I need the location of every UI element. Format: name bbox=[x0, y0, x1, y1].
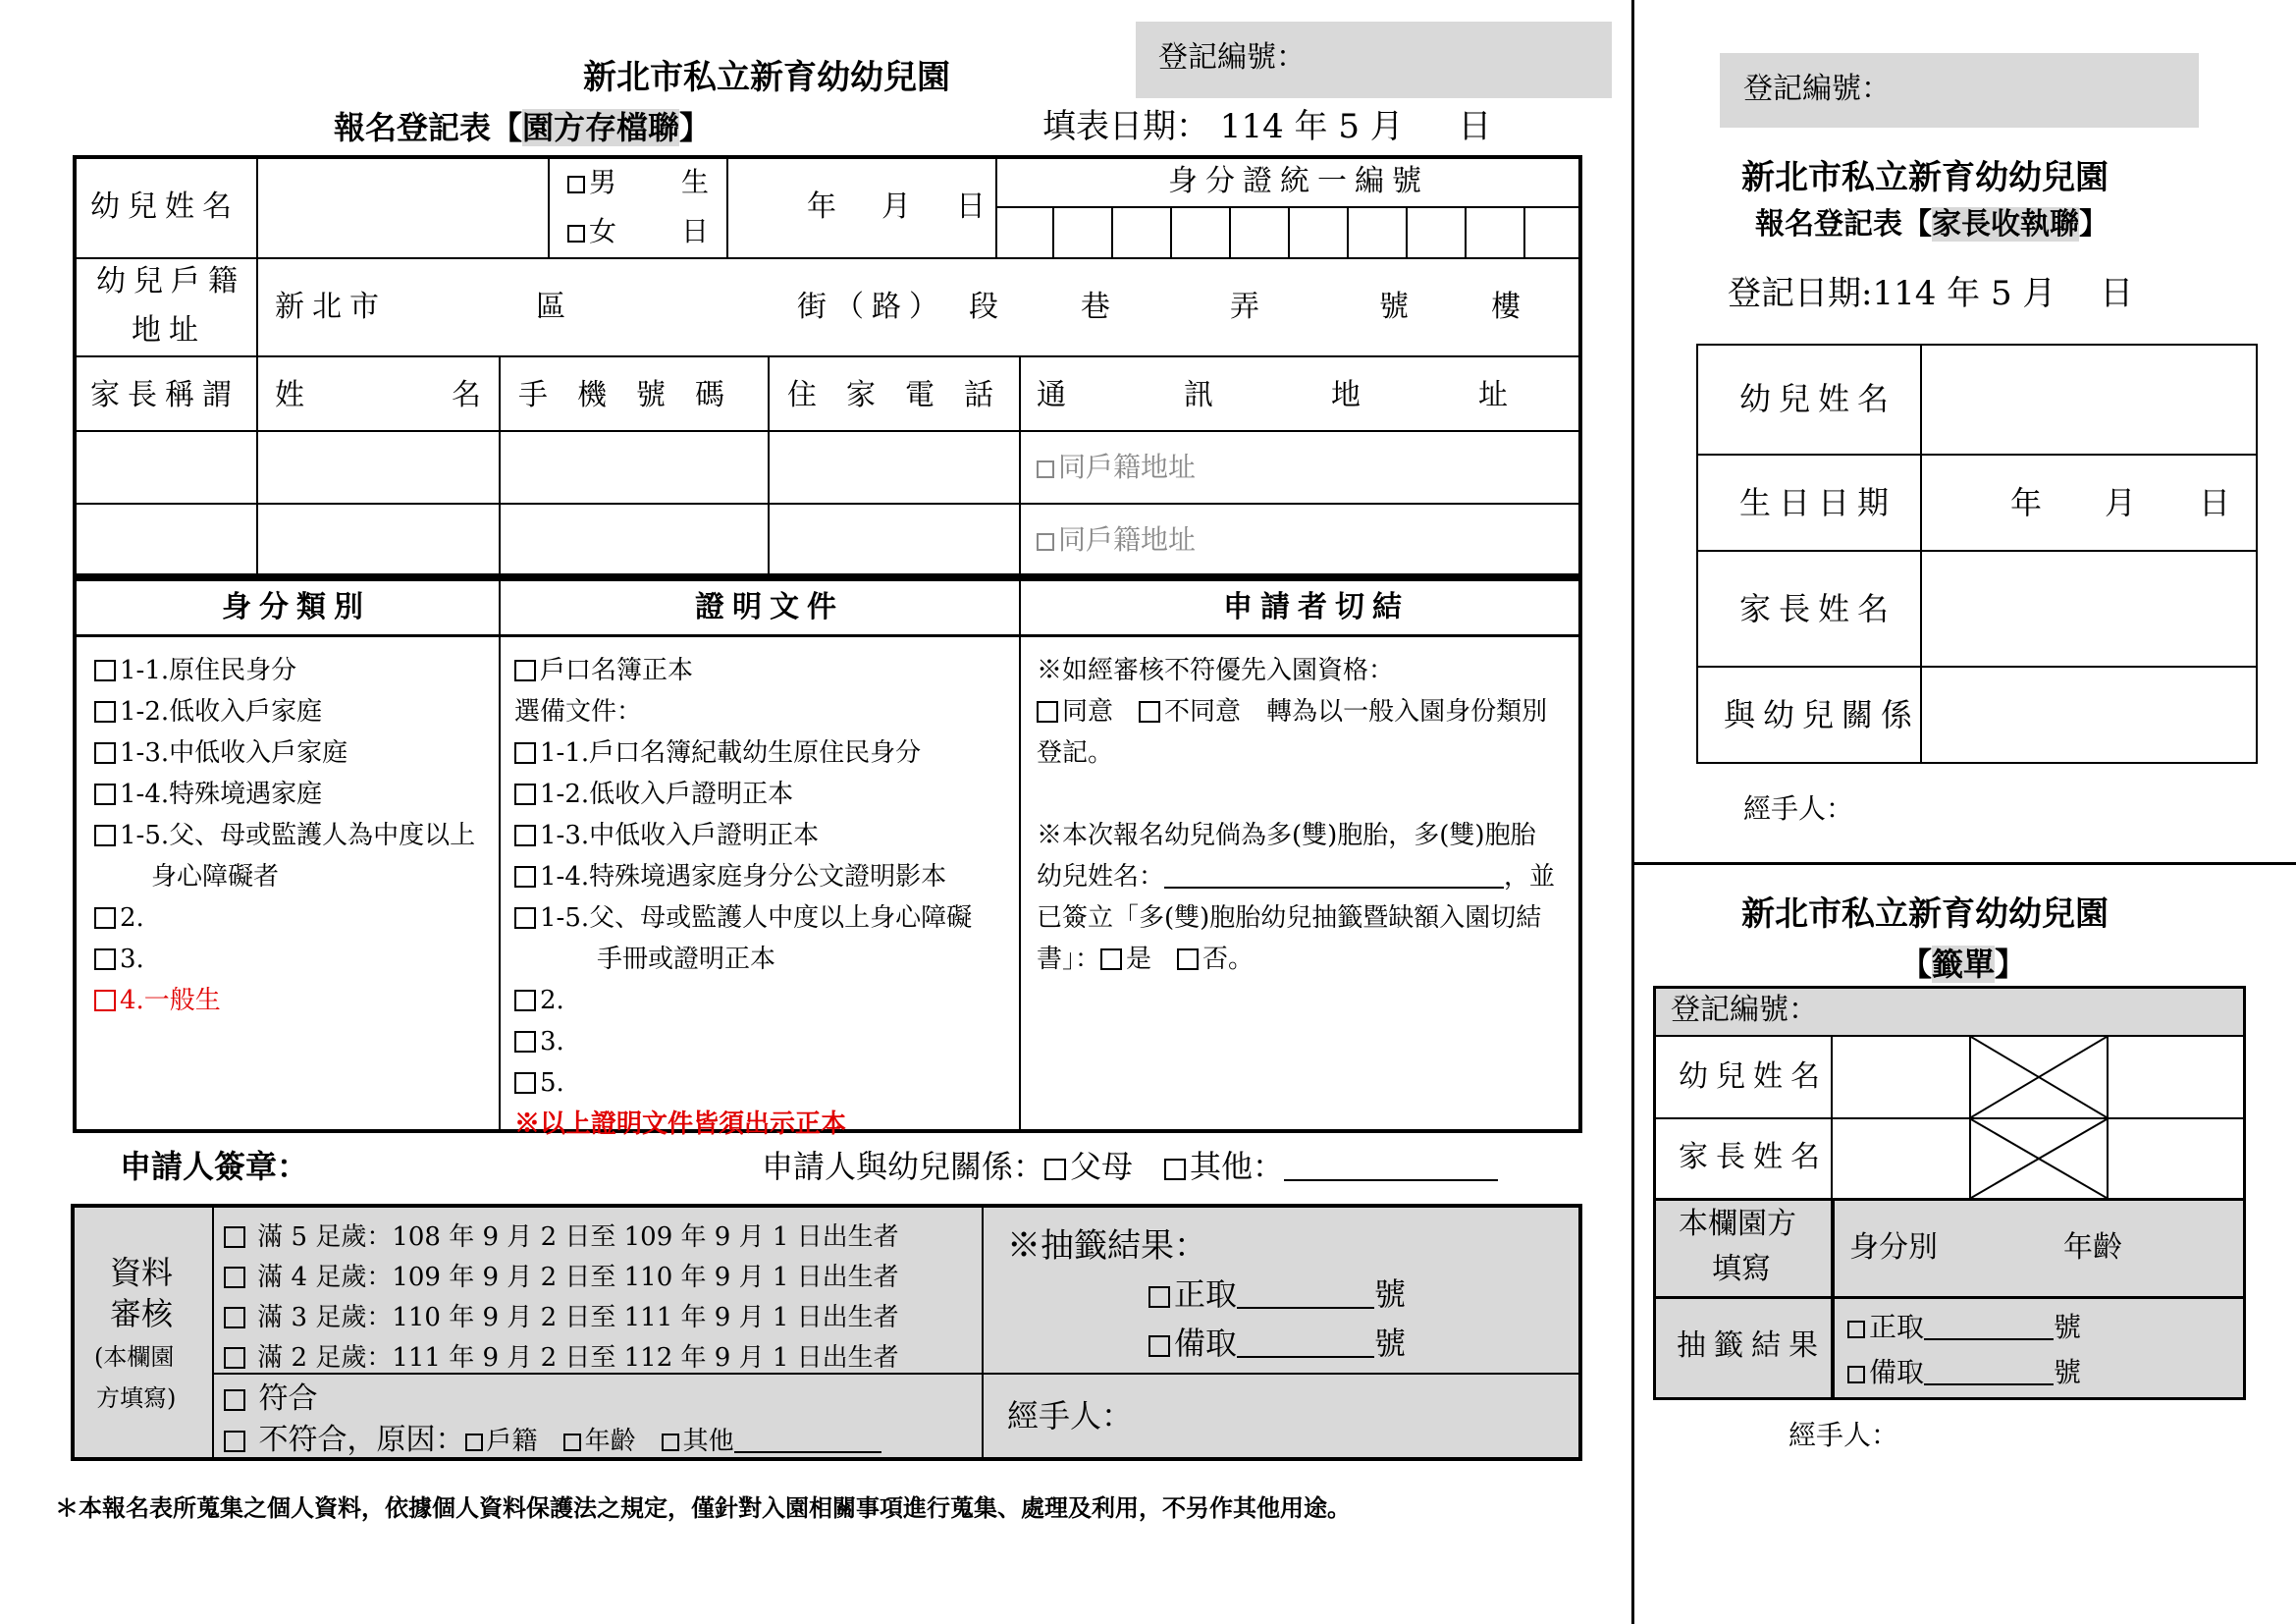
parent-label: 家長稱謂 bbox=[90, 378, 240, 412]
crossed-cell bbox=[1971, 1037, 2107, 1117]
header-affidavit: 申請者切結 bbox=[1223, 590, 1410, 624]
applicant-signature[interactable]: 申請人簽章： bbox=[120, 1148, 309, 1185]
meet-option[interactable]: 符合 bbox=[224, 1379, 881, 1420]
affidavit-line: ※本次報名幼兒倘為多(雙)胞胎，多(雙)胞胎 bbox=[1037, 821, 1536, 850]
category-item[interactable]: 1-3.中低收入戶家庭 bbox=[94, 732, 475, 774]
form-title: 報名登記表【家長收執聯】 bbox=[1755, 207, 2109, 242]
fill-date: 填表日期： 114 年 5 月 日 bbox=[1042, 107, 1492, 146]
birth-date-field[interactable]: 年 月 日 bbox=[2010, 484, 2231, 521]
id-number-label: 身分證統一編號 bbox=[1168, 164, 1429, 198]
address-line[interactable]: 新北市 區 街（路） 段 巷 弄 號 樓 bbox=[275, 290, 1528, 324]
affidavit-line: ※如經審核不符優先入園資格： bbox=[1037, 656, 1395, 685]
doc-item[interactable]: 1-4.特殊境遇家庭身分公文證明影本 bbox=[514, 856, 972, 897]
review-label-4: 方填寫) bbox=[96, 1384, 177, 1412]
crossed-cell bbox=[1971, 1119, 2107, 1198]
lottery-label: ※抽籤結果： bbox=[1007, 1226, 1207, 1266]
reg-date: 登記日期:114 年 5 月 日 bbox=[1728, 274, 2134, 313]
divider-horizontal bbox=[1631, 862, 2296, 865]
age-item[interactable]: 滿 3 足歲：110 年 9 月 2 日至 111 年 9 月 1 日出生者 bbox=[224, 1298, 899, 1338]
same-address-option-2[interactable]: 同戶籍地址 bbox=[1037, 526, 1196, 554]
handler-label[interactable]: 經手人： bbox=[1743, 792, 1854, 825]
category-item[interactable]: 1-2.低收入戶家庭 bbox=[94, 691, 475, 732]
twin-name-field[interactable] bbox=[1164, 863, 1504, 889]
age-item[interactable]: 滿 4 足歲：109 年 9 月 2 日至 110 年 9 月 1 日出生者 bbox=[224, 1258, 899, 1298]
parent-name-label: 家長姓名 bbox=[1679, 1140, 1828, 1174]
category-item[interactable]: 1-1.原住民身分 bbox=[94, 650, 475, 691]
address-label-1: 幼兒戶籍 bbox=[96, 264, 245, 298]
category-item-cont: 身心障礙者 bbox=[151, 862, 280, 892]
affidavit-line: 登記。 bbox=[1037, 738, 1114, 768]
office-label-1: 本欄園方 bbox=[1679, 1207, 1796, 1241]
col-address: 通 訊 地 址 bbox=[1037, 378, 1508, 412]
handler-label[interactable]: 經手人： bbox=[1007, 1397, 1134, 1435]
doc-item[interactable]: 1-3.中低收入戶證明正本 bbox=[514, 815, 972, 856]
male-option[interactable]: 男 bbox=[567, 169, 616, 196]
doc-item[interactable]: 2. bbox=[514, 980, 972, 1021]
yes-option[interactable]: 是 bbox=[1100, 945, 1151, 974]
lottery-label: 抽籤結果 bbox=[1677, 1328, 1826, 1363]
twin-affidavit-choice: 書」： 是 否。 bbox=[1037, 945, 1255, 974]
doc-item-cont: 手冊或證明正本 bbox=[597, 945, 776, 974]
affidavit bbox=[1037, 650, 1555, 980]
org-title: 新北市私立新育幼幼兒園 bbox=[1741, 158, 2109, 197]
age-list bbox=[224, 1218, 899, 1379]
no-option[interactable]: 否。 bbox=[1177, 945, 1254, 974]
col-mobile: 手 機 號 碼 bbox=[518, 378, 724, 412]
affidavit-line: 已簽立「多(雙)胞胎幼兒抽籤暨缺額入園切結 bbox=[1037, 903, 1542, 933]
doc-item[interactable]: 1-2.低收入戶證明正本 bbox=[514, 774, 972, 815]
disagree-option[interactable]: 不同意 bbox=[1139, 697, 1241, 727]
header-category: 身分類別 bbox=[222, 590, 371, 624]
age-item[interactable]: 滿 2 足歲：111 年 9 月 2 日至 112 年 9 月 1 日出生者 bbox=[224, 1338, 899, 1379]
doc-item[interactable]: 戶口名簿正本 bbox=[514, 650, 972, 691]
category-item[interactable]: 3. bbox=[94, 939, 475, 980]
privacy-note: ＊本報名表所蒐集之個人資料，依據個人資料保護法之規定，僅針對入園相關事項進行蒐集、處理及利用，不另作其他用途。 bbox=[55, 1493, 1351, 1522]
org-title: 新北市私立新育幼幼兒園 bbox=[583, 58, 950, 97]
relation-other[interactable]: 其他： bbox=[1164, 1148, 1284, 1185]
category-item-general[interactable]: 4.一般生 bbox=[94, 980, 475, 1021]
birth-label-2: 日 bbox=[681, 215, 710, 247]
doc-item[interactable]: 3. bbox=[514, 1021, 972, 1062]
reg-no-label: 登記編號： bbox=[1743, 72, 1891, 106]
address-label-2: 地址 bbox=[132, 313, 206, 348]
reg-no-label: 登記編號： bbox=[1671, 993, 1818, 1027]
category-item[interactable]: 1-5.父、母或監護人為中度以上 bbox=[94, 815, 475, 856]
doc-item[interactable]: 5. bbox=[514, 1062, 972, 1104]
form-title: 報名登記表【園方存檔聯】 bbox=[334, 109, 712, 146]
ticket-title: 【籤單】 bbox=[1900, 946, 2027, 983]
header-docs: 證明文件 bbox=[695, 590, 844, 624]
meet-list bbox=[224, 1379, 881, 1462]
handler-label[interactable]: 經手人： bbox=[1789, 1419, 1899, 1451]
not-meet-option[interactable]: 不符合，原因： 戶籍 年齡 其他 bbox=[224, 1420, 881, 1462]
org-title: 新北市私立新育幼幼兒園 bbox=[1741, 894, 2109, 934]
category-label: 身分別 bbox=[1849, 1230, 1938, 1265]
relation-label: 與幼兒關係 bbox=[1724, 696, 1921, 733]
review-label-3: (本欄園 bbox=[94, 1343, 175, 1371]
child-name-label: 幼兒姓名 bbox=[90, 189, 240, 224]
category-list bbox=[94, 650, 475, 1021]
parent-name-label: 家長姓名 bbox=[1739, 590, 1897, 627]
col-name: 姓 名 bbox=[275, 378, 481, 412]
birth-date-label: 生日日期 bbox=[1739, 484, 1897, 521]
doc-item[interactable]: 1-1.戶口名簿紀載幼生原住民身分 bbox=[514, 732, 972, 774]
review-label-1: 資料 bbox=[110, 1254, 174, 1291]
category-item[interactable]: 1-4.特殊境遇家庭 bbox=[94, 774, 475, 815]
doc-item[interactable]: 1-5.父、母或監護人中度以上身心障礙 bbox=[514, 897, 972, 939]
wait-line[interactable]: 備取 號 bbox=[1148, 1327, 1406, 1359]
relation-line: 申請人與幼兒關係： 父母 其他： bbox=[762, 1151, 1498, 1182]
birth-label-1: 生 bbox=[681, 166, 710, 198]
child-name-label: 幼兒姓名 bbox=[1739, 380, 1897, 417]
office-label-2: 填寫 bbox=[1712, 1252, 1771, 1286]
docs-list bbox=[514, 650, 972, 1145]
same-address-option-1[interactable]: 同戶籍地址 bbox=[1037, 454, 1196, 481]
reg-no-label: 登記編號： bbox=[1158, 40, 1306, 75]
age-label: 年齡 bbox=[2063, 1230, 2122, 1265]
affidavit-choice: 同意 不同意 轉為以一般入園身份類別 bbox=[1037, 691, 1555, 732]
divider-vertical bbox=[1631, 0, 1634, 1624]
category-item[interactable]: 2. bbox=[94, 897, 475, 939]
agree-option[interactable]: 同意 bbox=[1037, 697, 1113, 727]
female-option[interactable]: 女 bbox=[567, 218, 616, 245]
birth-date-field[interactable]: 年 月 日 bbox=[807, 189, 993, 224]
child-name-label: 幼兒姓名 bbox=[1679, 1059, 1828, 1094]
admit-line[interactable]: 正取 號 bbox=[1847, 1314, 2081, 1341]
twin-name-line: 幼兒姓名： ，並 bbox=[1037, 862, 1556, 892]
wait-line[interactable]: 備取 號 bbox=[1847, 1359, 2081, 1386]
age-item[interactable]: 滿 5 足歲：108 年 9 月 2 日至 109 年 9 月 1 日出生者 bbox=[224, 1218, 899, 1258]
relation-parent[interactable]: 父母 bbox=[1044, 1148, 1133, 1185]
col-phone: 住 家 電 話 bbox=[787, 378, 993, 412]
doc-optional-label: 選備文件： bbox=[514, 697, 643, 727]
review-label-2: 審核 bbox=[110, 1295, 174, 1332]
doc-note: ※以上證明文件皆須出示正本 bbox=[514, 1110, 847, 1139]
admit-line[interactable]: 正取 號 bbox=[1148, 1278, 1406, 1310]
